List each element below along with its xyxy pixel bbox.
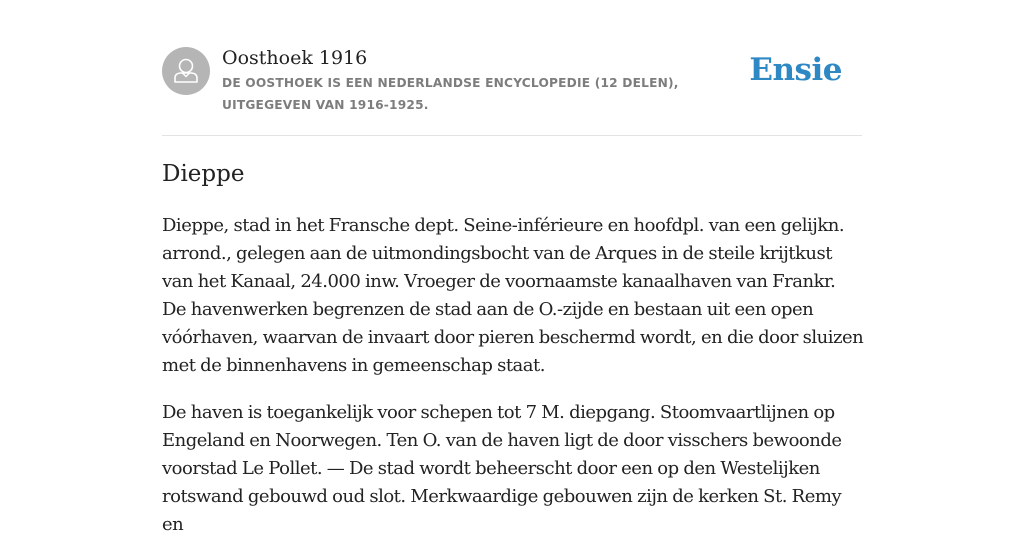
- entry-title: Dieppe: [162, 161, 245, 187]
- user-avatar-icon: [162, 47, 210, 95]
- user-silhouette-icon: [162, 47, 210, 95]
- entry-paragraph: Dieppe, stad in het Fransche dept. Seine-inférieure en hoofdpl. van een gelijkn. arrond., gelegen aan de uitmondingsbocht van de Arques in de steile krijtkust van het Kanaal, 24.000 inw. Vroeger de voornaamste kanaalhaven van Frankr. De havenwerken begrenzen de stad aan de O.-zijde en bestaan uit een open vóórhaven, waarvan de invaart door pieren beschermd wordt, en die door sluizen met de binnenhavens in gemeenschap staat.: [162, 215, 864, 376]
- entry-body: [162, 212, 864, 558]
- ensie-logo-link[interactable]: Ensie: [749, 52, 842, 88]
- source-title[interactable]: Oosthoek 1916: [222, 47, 368, 69]
- entry-paragraph: De haven is toegankelijk voor schepen tot 7 M. diepgang. Stoomvaartlijnen op Engeland en Noorwegen. Ten O. van de haven ligt de door visschers bewoonde voorstad Le Pollet. — De stad wordt beheerscht door een op den Westelijken rotswand gebouwd oud slot. Merkwaardige gebouwen zijn de kerken St. Remy en: [162, 402, 842, 535]
- source-header: [162, 46, 862, 116]
- source-description: DE OOSTHOEK IS EEN NEDERLANDSE ENCYCLOPEDIE (12 DELEN), UITGEGEVEN VAN 1916-1925.: [222, 76, 679, 112]
- header-divider: [162, 135, 862, 136]
